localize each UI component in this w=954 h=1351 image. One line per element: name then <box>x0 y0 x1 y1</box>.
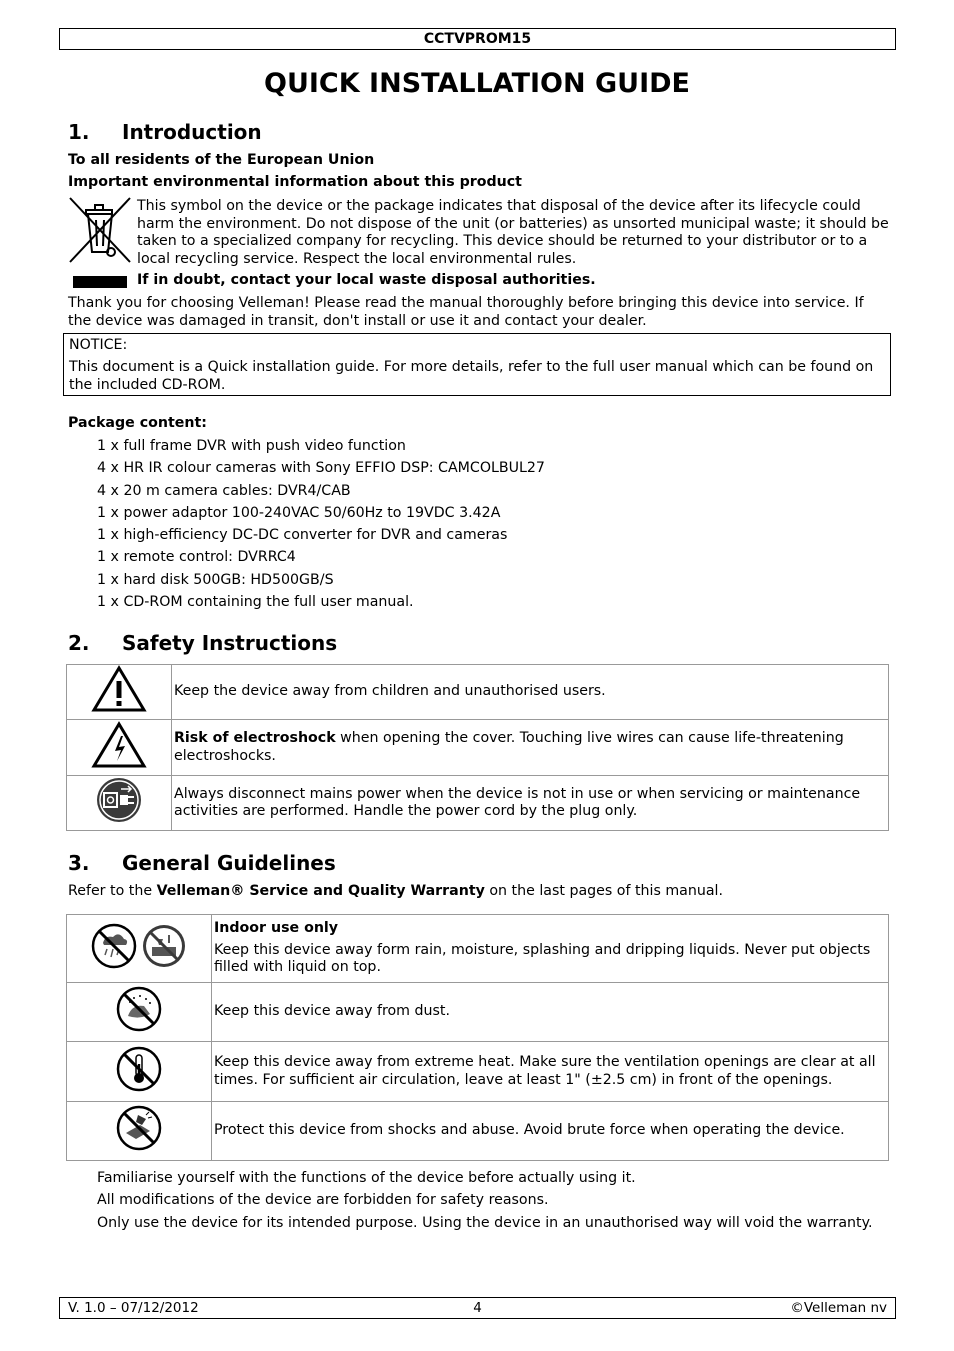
list-item: 4 x HR IR colour cameras with Sony EFFIO DSP: CAMCOLBUL27 <box>97 460 545 477</box>
safety-text: Always disconnect mains power when the device is not in use or when servicing or maintenance activities are performed. Handle the power cord by the plug only. <box>172 776 889 831</box>
electroshock-icon <box>91 721 147 769</box>
weee-bin-icon <box>68 196 132 264</box>
table-row <box>67 776 889 831</box>
list-item: Only use the device for its intended purpose. Using the device in an unauthorised way will void the warranty. <box>97 1215 873 1231</box>
guideline-text: Keep this device away form rain, moisture, splashing and dripping liquids. Never put objects filled with liquid on top. <box>214 941 871 976</box>
table-row <box>67 720 889 776</box>
doubt-line: If in doubt, contact your local waste disposal authorities. <box>137 272 596 288</box>
section-number: 3. <box>68 851 90 875</box>
table-row <box>67 1042 889 1102</box>
guideline-text: Keep this device away from extreme heat. Make sure the ventilation openings are clear at all times. For sufficient air circulation, leave at least 1" (±2.5 cm) in front of the openings. <box>212 1042 889 1102</box>
table-row <box>67 665 889 720</box>
no-heat-icon <box>116 1046 162 1092</box>
list-item: 1 x high-efficiency DC-DC converter for DVR and cameras <box>97 527 508 544</box>
list-item: 1 x full frame DVR with push video function <box>97 438 406 454</box>
safety-text: when opening the cover. Touching live wires can cause life-threatening electroshocks. <box>174 730 844 764</box>
guideline-title: Indoor use only <box>214 920 339 937</box>
section-heading-introduction <box>68 120 262 144</box>
section-number: 1. <box>68 120 90 144</box>
guideline-text: Keep this device away from dust. <box>212 983 889 1042</box>
page-title: QUICK INSTALLATION GUIDE <box>264 68 690 99</box>
section-number: 2. <box>68 631 90 655</box>
list-item: 1 x remote control: DVRRC4 <box>97 549 296 566</box>
notice-box <box>63 333 891 396</box>
weee-text: This symbol on the device or the package indicates that disposal of the device after its lifecycle could harm the environment. Do not dispose of the unit (or batteries) as unsorted municipal waste; it should be taken to a specialized company for recycling. This device should be returned to your distributor or to a local recycling service. Respect the local environmental rules. <box>137 198 889 267</box>
no-rain-icon <box>91 923 137 969</box>
env-line: Important environmental information about this product <box>68 174 522 190</box>
list-item: Familiarise yourself with the functions of the device before actually using it. <box>97 1170 636 1186</box>
section-title: Safety Instructions <box>122 631 338 655</box>
package-label: Package content: <box>68 415 207 431</box>
footer-copyright: ©Velleman nv <box>790 1300 887 1316</box>
notice-label: NOTICE: <box>69 337 128 353</box>
footer <box>59 1297 896 1319</box>
table-row <box>67 915 889 983</box>
footer-version: V. 1.0 – 07/12/2012 <box>68 1300 199 1316</box>
list-item: 4 x 20 m camera cables: DVR4/CAB <box>97 482 351 499</box>
guideline-text: Protect this device from shocks and abuse. Avoid brute force when operating the device. <box>212 1102 889 1161</box>
table-row <box>67 983 889 1042</box>
list-item: 1 x CD-ROM containing the full user manual. <box>97 594 414 611</box>
thanks-text: Thank you for choosing Velleman! Please read the manual thoroughly before bringing this device into service. If the device was damaged in transit, don't install or use it and contact your dealer. <box>68 295 864 329</box>
package-list <box>97 438 545 616</box>
safety-text: Keep the device away from children and unauthorised users. <box>172 665 889 720</box>
section-heading-safety <box>68 631 337 655</box>
no-shock-icon <box>116 1105 162 1151</box>
notice-text: This document is a Quick installation guide. For more details, refer to the full user manual which can be found on the included CD-ROM. <box>69 359 874 393</box>
weee-bar <box>73 276 127 288</box>
section-heading-general <box>68 851 336 875</box>
eu-line: To all residents of the European Union <box>68 152 375 168</box>
safety-bold: Risk of electroshock <box>174 730 336 746</box>
unplug-icon <box>95 776 143 824</box>
header-model: CCTVPROM15 <box>59 28 896 50</box>
table-row <box>67 1102 889 1161</box>
guidelines-table <box>66 914 889 1161</box>
safety-table <box>66 664 889 831</box>
list-item: All modifications of the device are forbidden for safety reasons. <box>97 1192 549 1208</box>
no-liquid-icon <box>141 923 187 969</box>
page-number: 4 <box>473 1300 482 1316</box>
list-item: 1 x power adaptor 100-240VAC 50/60Hz to 19VDC 3.42A <box>97 504 501 521</box>
warranty-reference: Refer to the Velleman® Service and Quality Warranty on the last pages of this manual. <box>68 883 724 899</box>
list-item: 1 x hard disk 500GB: HD500GB/S <box>97 571 334 588</box>
no-dust-icon <box>116 986 162 1032</box>
section-title: General Guidelines <box>122 851 336 875</box>
warning-triangle-icon <box>91 665 147 713</box>
section-title: Introduction <box>122 120 262 144</box>
